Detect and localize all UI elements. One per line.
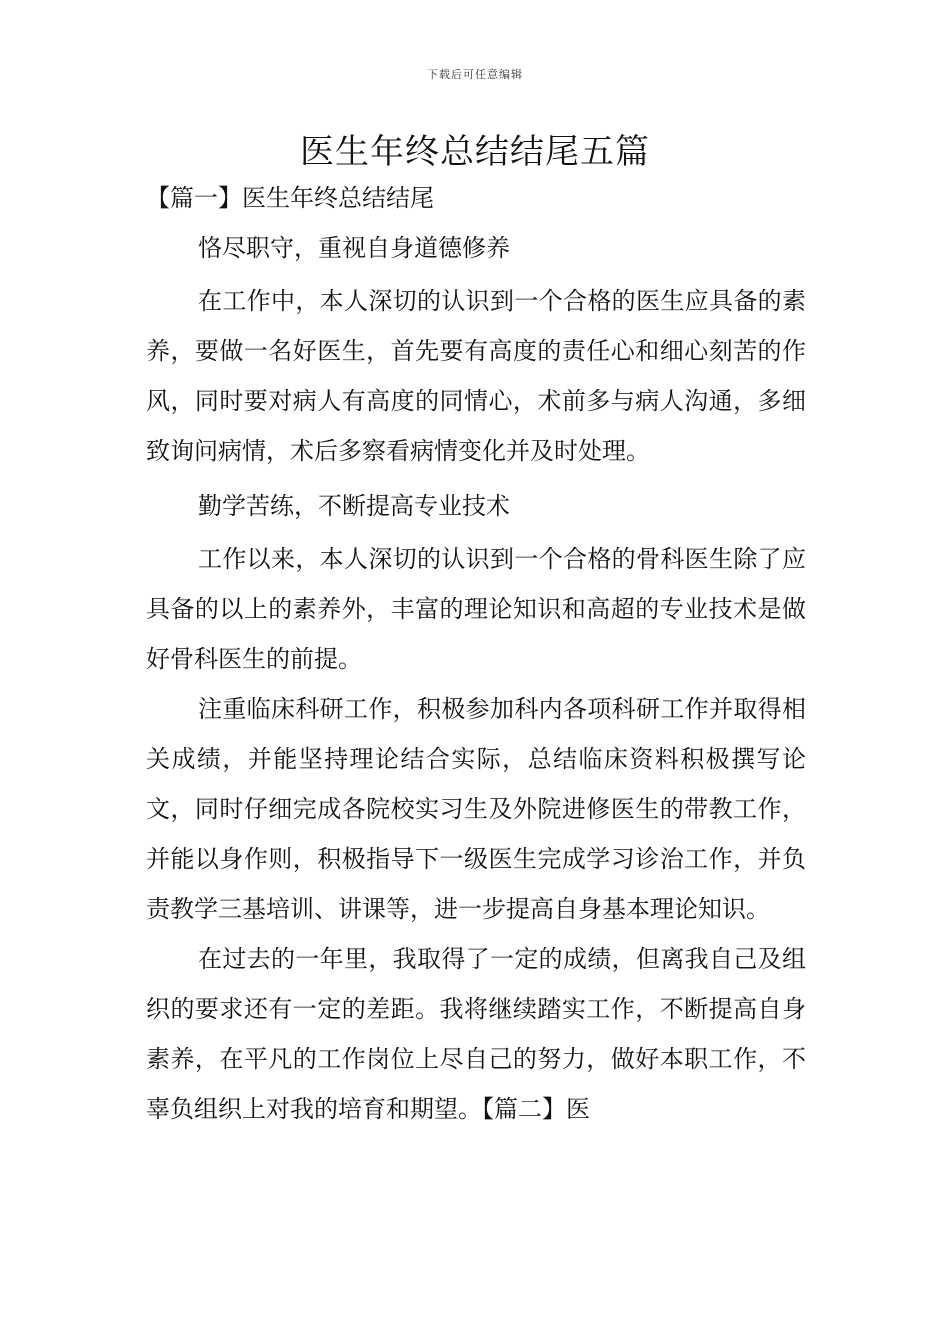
paragraph-summary: 在过去的一年里，我取得了一定的成绩，但离我自己及组织的要求还有一定的差距。我将继续踏实工作，不断提高自身素养，在平凡的工作岗位上尽自己的努力，做好本职工作，不辜负组织上对我的培育和期望。【篇二】医 [146, 945, 806, 1123]
header-note: 下载后可任意编辑 [427, 68, 523, 81]
paragraph-study: 工作以来，本人深切的认识到一个合格的骨科医生除了应具备的以上的素养外，丰富的理论知识和高超的专业技术是做好骨科医生的前提。 [146, 545, 806, 673]
section-heading: 【篇一】医生年终总结结尾 [146, 184, 434, 212]
paragraph-duty: 在工作中，本人深切的认识到一个合格的医生应具备的素养，要做一名好医生，首先要有高度的责任心和细心刻苦的作风，同时要对病人有高度的同情心，术前多与病人沟通，多细致询问病情，术后多察看病情变化并及时处理。 [146, 287, 806, 465]
paragraph-research: 注重临床科研工作，积极参加科内各项科研工作并取得相关成绩，并能坚持理论结合实际，总结临床资料积极撰写论文，同时仔细完成各院校实习生及外院进修医生的带教工作，并能以身作则，积极指导下一级医生完成学习诊治工作，并负责教学三基培训、讲课等，进一步提高自身基本理论知识。 [146, 695, 806, 923]
document-body [146, 178, 806, 1134]
sub-heading-duty: 恪尽职守，重视自身道德修养 [198, 234, 510, 262]
sub-heading-study: 勤学苦练，不断提高专业技术 [198, 492, 510, 520]
document-title: 医生年终总结结尾五篇 [300, 132, 650, 172]
